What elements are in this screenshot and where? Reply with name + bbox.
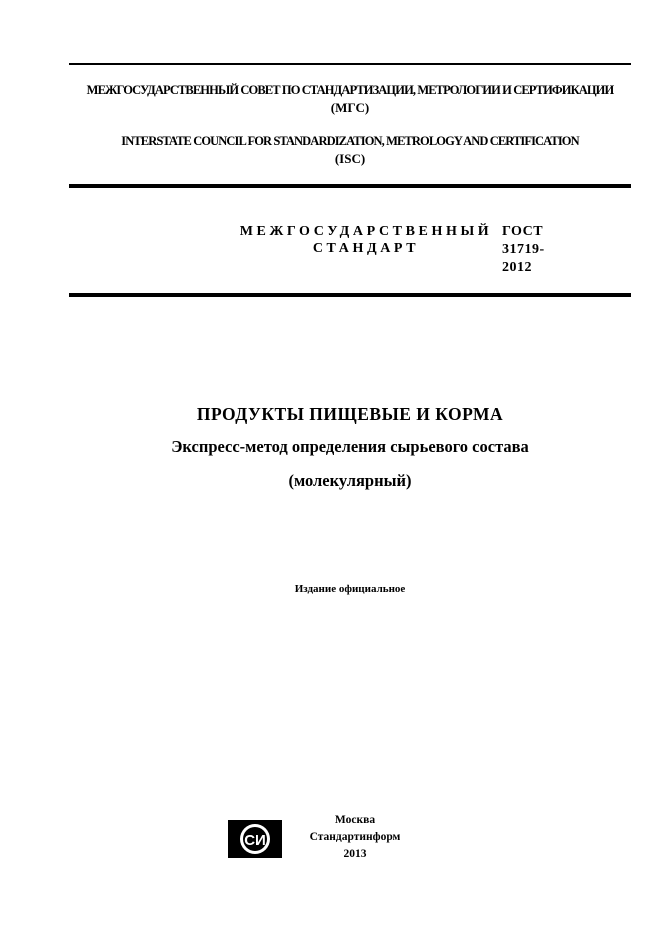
gost-number: 31719- xyxy=(502,242,545,257)
standard-type-line1: МЕЖГОСУДАРСТВЕННЫЙ xyxy=(239,224,493,239)
council-ru-abbr: (МГС) xyxy=(330,100,370,115)
standartinform-logo-icon xyxy=(228,820,282,858)
document-subtitle-2: (молекулярный) xyxy=(288,471,412,490)
publisher-city: Москва xyxy=(334,814,376,826)
council-ru-name: МЕЖГОСУДАРСТВЕННЫЙ СОВЕТ ПО СТАНДАРТИЗАЦИИ, МЕТРОЛОГИИ И СЕРТИФИКАЦИИ xyxy=(86,83,614,97)
gost-label: ГОСТ xyxy=(502,224,544,239)
document-subtitle: Экспресс-метод определения сырьевого состава xyxy=(171,437,529,456)
lower-rule xyxy=(69,293,631,297)
council-en-name: INTERSTATE COUNCIL FOR STANDARDIZATION, METROLOGY AND CERTIFICATION xyxy=(121,134,579,148)
edition-label: Издание официальное xyxy=(294,583,406,595)
document-title: ПРОДУКТЫ ПИЩЕВЫЕ И КОРМА xyxy=(196,404,504,424)
standard-type-line2: СТАНДАРТ xyxy=(312,241,420,256)
gost-designation xyxy=(502,223,572,277)
council-en xyxy=(60,133,640,167)
publisher-block xyxy=(293,812,417,863)
standard-type xyxy=(226,223,506,257)
gost-year: 2012 xyxy=(502,260,532,275)
middle-rule xyxy=(69,184,631,188)
publisher-year: 2013 xyxy=(343,848,367,860)
publisher-name: Стандартинформ xyxy=(309,831,401,843)
council-ru xyxy=(60,82,640,116)
logo-text: СИ xyxy=(244,832,266,849)
council-en-abbr: (ISC) xyxy=(334,151,366,166)
top-rule xyxy=(69,63,631,65)
